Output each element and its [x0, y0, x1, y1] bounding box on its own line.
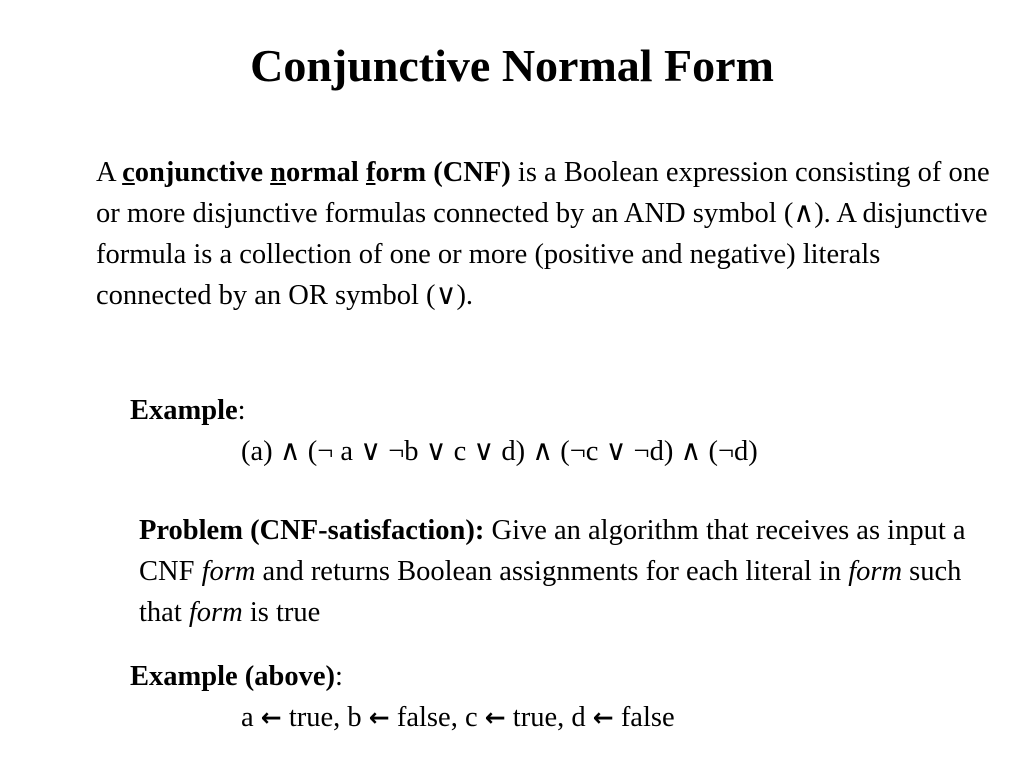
example-label: Example — [130, 395, 238, 426]
term-letter-f: f — [365, 157, 376, 188]
left-arrow-icon: ← — [368, 703, 390, 732]
assignment-value: false — [613, 702, 675, 733]
assignment-separator: , — [557, 702, 572, 733]
problem-form-1: form — [201, 556, 256, 587]
assignment-value: true — [505, 702, 558, 733]
left-arrow-icon: ← — [592, 703, 614, 732]
assignment-separator: , — [450, 702, 465, 733]
definition-body-1: is a Boolean expression consisting of one or more disjunctive formulas connected by an AND symbol ( — [96, 157, 990, 229]
left-arrow-icon: ← — [484, 703, 506, 732]
definition-paragraph — [96, 152, 996, 316]
term-part-onjunctive: onjunctive — [134, 157, 271, 188]
slide-title: Conjunctive Normal Form — [250, 40, 774, 91]
problem-form-2: form — [848, 556, 903, 587]
example-above-heading — [130, 656, 990, 697]
assignment-variable: c — [464, 702, 485, 733]
definition-body-2: ). A disjunctive formula is a collection of one or more (positive and negative) literals connected by an OR symbol ( — [96, 198, 988, 311]
problem-text-1: Give an algorithm that receives as input a CNF — [139, 515, 966, 587]
assignment-item — [241, 702, 333, 733]
assignment-item — [347, 702, 450, 733]
assignment-separator: , — [333, 702, 348, 733]
problem-text-3: such that — [139, 556, 962, 628]
term-part-ormal: ormal — [286, 157, 366, 188]
assignment-value: false — [389, 702, 451, 733]
term-letter-c: c — [122, 157, 135, 188]
assignment-variable: b — [347, 702, 369, 733]
example-section — [130, 390, 990, 472]
assignment-item — [571, 702, 674, 733]
problem-text-4: is true — [242, 597, 321, 628]
and-symbol: ∧ — [793, 198, 815, 229]
term-letter-n: n — [270, 157, 287, 188]
example-colon: : — [237, 395, 246, 426]
problem-statement — [139, 510, 999, 633]
problem-label: Problem (CNF-satisfaction): — [139, 515, 485, 546]
assignment-item — [465, 702, 557, 733]
assignment-variable: a — [241, 702, 261, 733]
example-formula: (a) ∧ (¬ a ∨ ¬b ∨ c ∨ d) ∧ (¬c ∨ ¬d) ∧ (¬d) — [241, 436, 758, 467]
or-symbol: ∨ — [435, 280, 457, 311]
left-arrow-icon: ← — [260, 703, 282, 732]
problem-form-3: form — [188, 597, 243, 628]
example-above-section — [130, 656, 990, 738]
definition-prefix: A — [96, 157, 123, 188]
assignment-value: true — [281, 702, 334, 733]
term-part-orm: orm (CNF) — [375, 157, 511, 188]
example-above-colon: : — [335, 661, 343, 692]
example-above-label: Example (above) — [130, 661, 336, 692]
assignment-variable: d — [571, 702, 593, 733]
example-heading — [130, 390, 990, 431]
definition-body-3: ). — [456, 280, 474, 311]
assignment-list — [130, 697, 990, 738]
cnf-term — [122, 157, 511, 188]
problem-text-2: and returns Boolean assignments for each literal in — [255, 556, 849, 587]
